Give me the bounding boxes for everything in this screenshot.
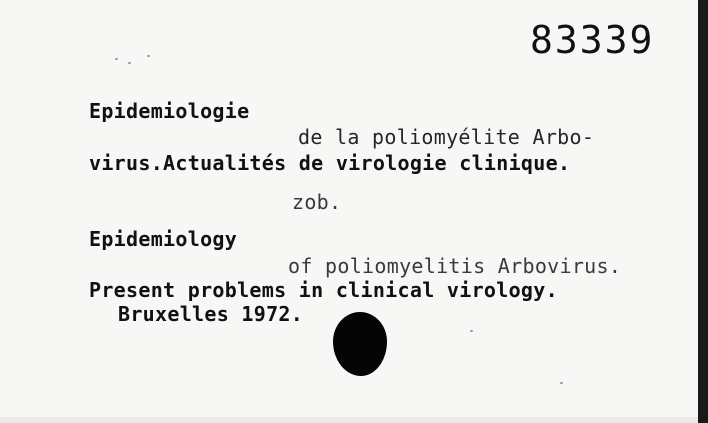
title-english-line-2-text: Present problems in clinical virology. bbox=[89, 278, 558, 302]
paper-speck bbox=[560, 382, 563, 384]
title-french-line-2 bbox=[89, 151, 570, 175]
title-french-heading: Epidemiologie bbox=[89, 99, 250, 123]
paper-speck bbox=[115, 58, 118, 60]
title-french-line-2-text: virus.Actualités de virologie clinique. bbox=[89, 151, 571, 175]
place-and-year bbox=[118, 302, 303, 326]
title-french-continuation: de la poliomyélite Arbo- bbox=[298, 125, 595, 149]
ink-blot bbox=[333, 312, 387, 376]
paper-speck bbox=[128, 62, 131, 64]
paper-speck bbox=[470, 330, 473, 332]
catalog-number: 83339 bbox=[530, 18, 655, 62]
translation-note: zob. bbox=[292, 190, 342, 214]
title-english-heading: Epidemiology bbox=[89, 227, 238, 251]
paper-speck bbox=[147, 55, 150, 57]
title-english-continuation: of poliomyelitis Arbovirus. bbox=[288, 254, 622, 278]
place-and-year-text: Bruxelles 1972. bbox=[118, 302, 304, 326]
title-english-line-2 bbox=[89, 278, 558, 302]
